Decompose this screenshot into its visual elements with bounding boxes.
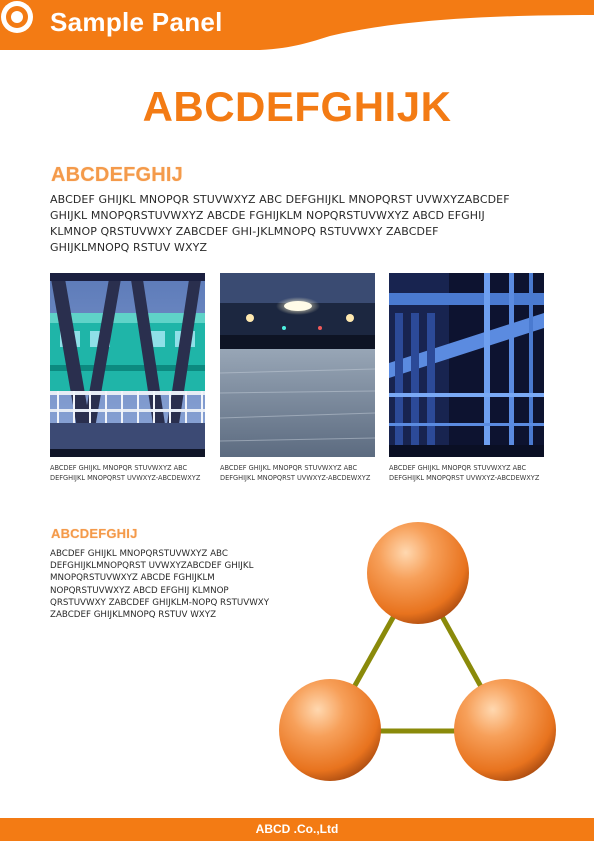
footer-bar (0, 818, 594, 841)
footer-company-name: ABCD .Co.,Ltd (255, 822, 339, 836)
section-heading: ABCDEFGHIJ (51, 526, 138, 541)
photo-caption: ABCDEF GHIJKL MNOPQR STUVWXYZ ABC DEFGHIJKL MNOPQRST UVWXYZ-ABCDEWXYZ (50, 464, 201, 482)
section-body-text: ABCDEF GHIJKL MNOPQRSTUVWXYZ ABC DEFGHIJKLMNOPQRST UVWXYZABCDEF GHIJKL MNOPQRSTUVWXYZ ABCDE FGHIJKLM NOPQRSTUVWXYZ ABCD EFGHIJ KLMNOP QRSTUVWXY ZABCDEF GHIJKLM-NOPQ RSTUVWXY ZABCDEF GHIJKLMNOPQ RSTUV WXYZ (50, 549, 270, 621)
header-banner (0, 0, 594, 50)
section-body-text: ABCDEF GHIJKL MNOPQR STUVWXYZ ABC DEFGHIJKL MNOPQRST UVWXYZABCDEF GHIJKL MNOPQRSTUVWXYZ ABCDE FGHIJKLM NOPQRSTUVWXYZ ABCD EFGHIJ KLMNOP QRSTUVWXY ZABCDEF GHI-JKLMNOPQ RSTUVWXY ZABCDEF GHIJKLMNOPQ RSTUV WXYZ (50, 193, 510, 254)
ring-logo-icon (0, 0, 34, 34)
photo-steel-structure (389, 273, 544, 457)
section-heading: ABCDEFGHIJ (51, 164, 184, 186)
header-title: Sample Panel (50, 7, 223, 37)
photo-tunnel-walkway (220, 273, 375, 457)
photo-train-bridge (50, 273, 205, 457)
diagram-node-left (279, 679, 381, 781)
diagram-node-top (367, 522, 469, 624)
diagram-node-right (454, 679, 556, 781)
photo-caption: ABCDEF GHIJKL MNOPQR STUVWXYZ ABC DEFGHIJKL MNOPQRST UVWXYZ-ABCDEWXYZ (220, 464, 371, 482)
photo-caption: ABCDEF GHIJKL MNOPQR STUVWXYZ ABC DEFGHIJKL MNOPQRST UVWXYZ-ABCDEWXYZ (389, 464, 540, 482)
page-title: ABCDEFGHIJK (142, 83, 452, 130)
triangle-node-diagram (270, 520, 570, 790)
